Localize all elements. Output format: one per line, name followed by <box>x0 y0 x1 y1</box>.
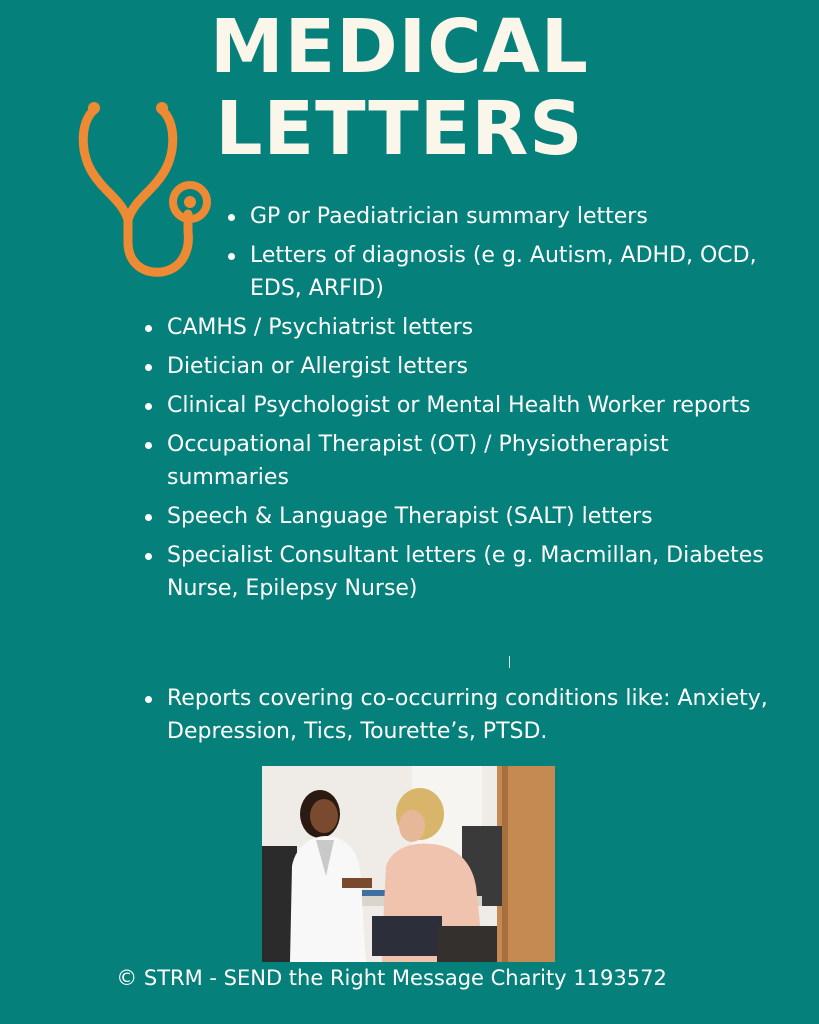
stray-mark <box>509 656 510 668</box>
list-item: Occupational Therapist (OT) / Physiotherapist summaries <box>143 428 783 494</box>
stethoscope-icon <box>74 92 224 282</box>
list-item: Clinical Psychologist or Mental Health Worker reports <box>143 389 783 422</box>
list-item: Letters of diagnosis (e g. Autism, ADHD, OCD, EDS, ARFID) <box>226 239 786 305</box>
consultation-photo-illustration <box>262 766 555 962</box>
bullet-list-2 <box>143 311 783 611</box>
copyright-footer: © STRM - SEND the Right Message Charity 1193572 <box>116 966 667 990</box>
title-line-2: LETTERS <box>215 86 584 172</box>
title-line-1: MEDICAL <box>210 4 589 90</box>
list-item: GP or Paediatrician summary letters <box>226 200 786 233</box>
bullet-list-1 <box>226 200 786 311</box>
bullet-list-3 <box>143 682 793 748</box>
list-item: Reports covering co-occurring conditions like: Anxiety, Depression, Tics, Tourette’s, PTSD. <box>143 682 793 748</box>
list-item: Speech & Language Therapist (SALT) letters <box>143 500 783 533</box>
list-item: Specialist Consultant letters (e g. Macmillan, Diabetes Nurse, Epilepsy Nurse) <box>143 539 783 605</box>
list-item: CAMHS / Psychiatrist letters <box>143 311 783 344</box>
list-item: Dietician or Allergist letters <box>143 350 783 383</box>
consultation-photo <box>262 766 555 962</box>
